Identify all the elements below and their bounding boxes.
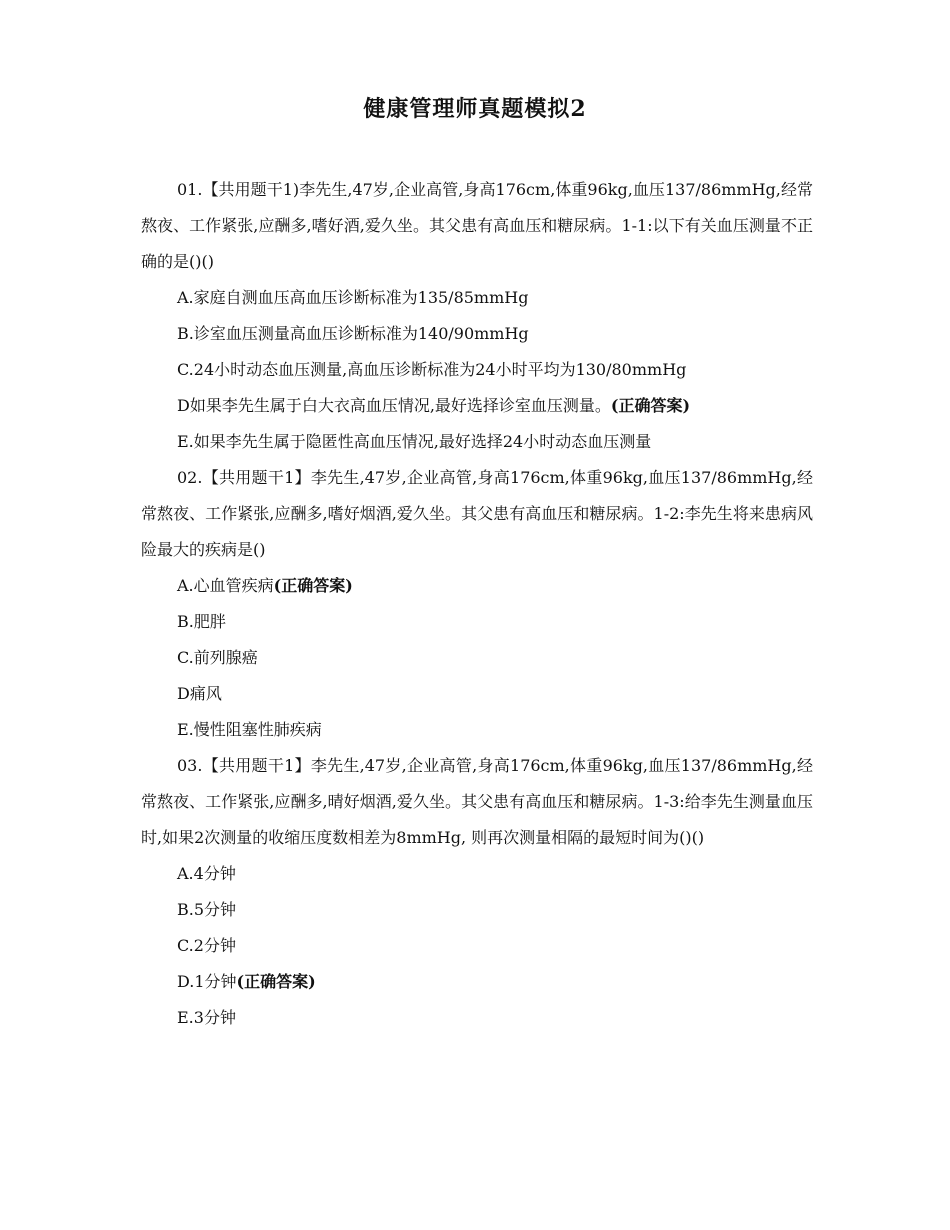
option-text: A.4分钟 bbox=[177, 864, 236, 883]
answer-option bbox=[141, 424, 813, 460]
answer-option bbox=[141, 352, 813, 388]
option-text: C.2分钟 bbox=[177, 936, 236, 955]
answer-option bbox=[141, 604, 813, 640]
answer-option bbox=[141, 640, 813, 676]
document-body bbox=[141, 172, 813, 1036]
question-block bbox=[141, 172, 813, 460]
option-text: B.肥胖 bbox=[177, 612, 226, 631]
correct-answer-mark: (正确答案) bbox=[610, 396, 691, 415]
question-block bbox=[141, 748, 813, 1036]
answer-option bbox=[141, 568, 813, 604]
document-title: 健康管理师真题模拟2 bbox=[363, 96, 587, 122]
option-text: C.前列腺癌 bbox=[177, 648, 258, 667]
option-text: D.1分钟 bbox=[177, 972, 237, 991]
option-text: E.3分钟 bbox=[177, 1008, 236, 1027]
option-text: D如果李先生属于白大衣高血压情况,最好选择诊室血压测量。 bbox=[177, 396, 611, 415]
option-text: A.家庭自测血压高血压诊断标准为135/85mmHg bbox=[177, 288, 529, 307]
answer-option bbox=[141, 280, 813, 316]
option-text: C.24小时动态血压测量,高血压诊断标准为24小时平均为130/80mmHg bbox=[177, 360, 687, 379]
option-text: A.心血管疾病 bbox=[177, 576, 274, 595]
answer-option bbox=[141, 856, 813, 892]
option-text: B.诊室血压测量高血压诊断标准为140/90mmHg bbox=[177, 324, 529, 343]
option-text: E.慢性阻塞性肺疾病 bbox=[177, 720, 322, 739]
answer-option bbox=[141, 388, 813, 424]
correct-answer-mark: (正确答案) bbox=[236, 972, 316, 991]
question-stem: 02.【共用题干1】李先生,47岁,企业高管,身高176cm,体重96kg,血压137/86mmHg,经常熬夜、工作紧张,应酬多,嗜好烟酒,爱久坐。其父患有高血压和糖尿病。1-2:李先生将来患病风险最大的疾病是() bbox=[141, 468, 813, 559]
answer-option bbox=[141, 712, 813, 748]
question-stem: 03.【共用题干1】李先生,47岁,企业高管,身高176cm,体重96kg,血压137/86mmHg,经常熬夜、工作紧张,应酬多,晴好烟酒,爱久坐。其父患有高血压和糖尿病。1-3:给李先生测量血压时,如果2次测量的收缩压度数相差为8mmHg, 则再次测量相隔的最短时间为()() bbox=[141, 756, 813, 847]
option-text: E.如果李先生属于隐匿性高血压情况,最好选择24小时动态血压测量 bbox=[177, 432, 652, 451]
option-text: D痛风 bbox=[177, 684, 222, 703]
correct-answer-mark: (正确答案) bbox=[273, 576, 353, 595]
answer-option bbox=[141, 316, 813, 352]
answer-option bbox=[141, 928, 813, 964]
answer-option bbox=[141, 676, 813, 712]
question-block bbox=[141, 460, 813, 748]
answer-option bbox=[141, 964, 813, 1000]
question-stem: 01.【共用题干1)李先生,47岁,企业高管,身高176cm,体重96kg,血压137/86mmHg,经常熬夜、工作紧张,应酬多,嗜好酒,爱久坐。其父患有高血压和糖尿病。1-1:以下有关血压测量不正确的是()() bbox=[141, 180, 813, 271]
option-text: B.5分钟 bbox=[177, 900, 237, 919]
answer-option bbox=[141, 892, 813, 928]
answer-option bbox=[141, 1000, 813, 1036]
